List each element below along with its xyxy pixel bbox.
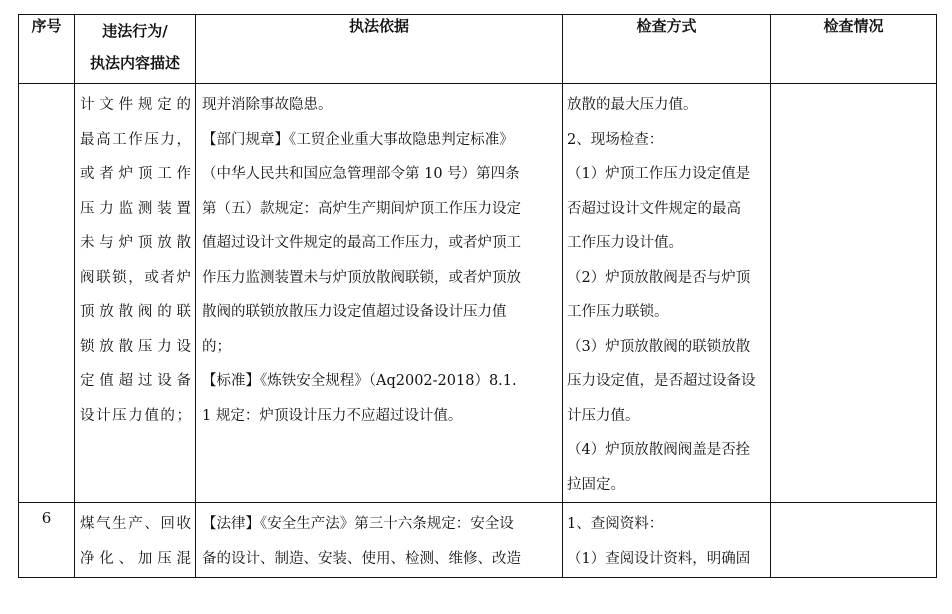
description-cell [75, 503, 196, 578]
text-line: 散阀的联锁放散压力设定值超过设备设计压力值 [202, 304, 507, 320]
header-no: 序号 [19, 15, 75, 84]
text-line: （4）炉顶放散阀阀盖是否拴 [567, 442, 751, 458]
text-line: 现并消除事故隐患。 [202, 97, 333, 113]
header-desc-line-1: 违法行为/ [102, 22, 168, 40]
text-line: 计文件规定的 [80, 97, 191, 113]
text-line: 计压力值。 [567, 407, 640, 424]
inspection-table [18, 14, 937, 578]
text-line: 放散的最大压力值。 [567, 97, 698, 113]
basis-cell [196, 503, 563, 578]
result-cell [771, 503, 937, 578]
table-header-row [19, 15, 937, 84]
text-line: 备的设计、制造、安装、使用、检测、维修、改造 [202, 550, 521, 567]
text-line: 1、查阅资料： [567, 516, 664, 532]
text-line: 工作压力联锁。 [567, 304, 669, 320]
text-line: 的； [202, 338, 231, 355]
header-desc-line-2: 执法内容描述 [89, 54, 180, 72]
text-line: 最高工作压力， [80, 131, 191, 148]
text-line: 1 规定：炉顶设计压力不应超过设计值。 [202, 407, 463, 424]
text-line: 【部门规章】《工贸企业重大事故隐患判定标准》 [202, 131, 514, 148]
text-line: 拉固定。 [567, 476, 625, 493]
result-cell [771, 84, 937, 503]
text-line: 定值超过设备 [80, 373, 191, 389]
text-line: （1）炉顶工作压力设定值是 [567, 166, 751, 182]
text-line: （2）炉顶放散阀是否与炉顶 [567, 269, 751, 286]
header-description [75, 15, 196, 84]
text-line: 设计压力值的； [80, 407, 191, 424]
table-row [19, 84, 937, 503]
text-line: 第（五）款规定：高炉生产期间炉顶工作压力设定 [202, 200, 521, 217]
text-line: 值超过设计文件规定的最高工作压力，或者炉顶工 [202, 235, 521, 251]
text-line: （中华人民共和国应急管理部令第 10 号）第四条 [202, 166, 520, 182]
row-number: 6 [19, 503, 75, 578]
text-line: 【标准】《炼铁安全规程》（Aq2002-2018）8.1. [202, 373, 517, 389]
text-line: 煤气生产、回收 [80, 516, 191, 532]
text-line: 作压力监测装置未与炉顶放散阀联锁，或者炉顶放 [202, 269, 521, 286]
method-cell [563, 503, 771, 578]
text-line: 锁放散压力设 [80, 338, 191, 355]
text-line: 否超过设计文件规定的最高 [567, 200, 741, 217]
text-line: 净化、加压混 [80, 550, 191, 567]
basis-cell [196, 84, 563, 503]
text-line: 顶放散阀的联 [80, 304, 191, 320]
header-method: 检查方式 [563, 15, 771, 84]
row-number [19, 84, 75, 503]
description-cell [75, 84, 196, 503]
text-line: 压力设定值，是否超过设备设 [567, 373, 756, 389]
header-basis: 执法依据 [196, 15, 563, 84]
text-line: 未与炉顶放散 [80, 235, 191, 251]
text-line: 阀联锁，或者炉 [80, 269, 191, 286]
table-row [19, 503, 937, 578]
text-line: 压力监测装置 [80, 200, 191, 217]
text-line: （1）查阅设计资料，明确固 [567, 550, 751, 567]
method-cell [563, 84, 771, 503]
text-line: （3）炉顶放散阀的联锁放散 [567, 338, 751, 355]
text-line: 【法律】《安全生产法》第三十六条规定：安全设 [202, 516, 514, 532]
header-result: 检查情况 [771, 15, 937, 84]
text-line: 工作压力设计值。 [567, 235, 683, 251]
text-line: 2、现场检查： [567, 131, 664, 148]
text-line: 或者炉顶工作 [80, 166, 191, 182]
